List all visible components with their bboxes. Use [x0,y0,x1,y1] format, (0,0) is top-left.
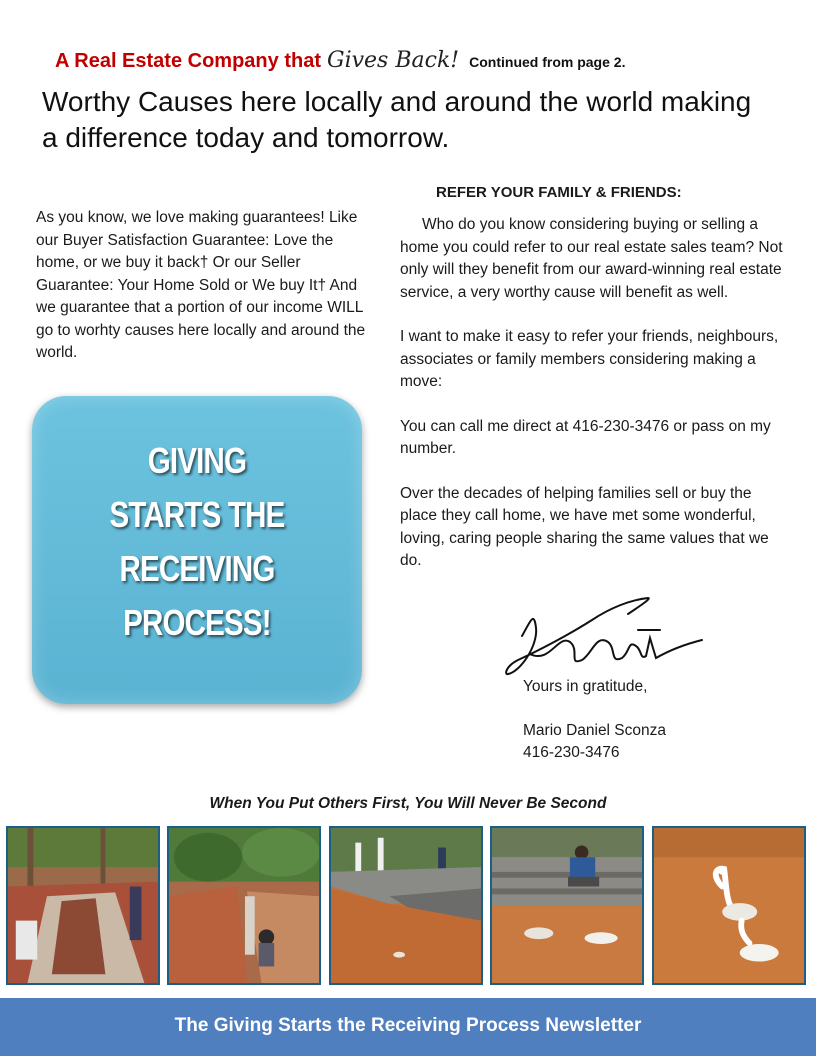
signer-phone: 416-230-3476 [523,744,620,761]
refer-title: REFER YOUR FAMILY & FRIENDS: [436,184,682,201]
motto: When You Put Others First, You Will Never Be Second [209,795,607,812]
banner-line: PROCESS! [123,602,271,643]
photo-trench-digging [6,826,160,985]
giving-banner [32,396,362,704]
footer-bar [0,998,816,1056]
tagline [55,48,625,73]
closing-line: Yours in gratitude, [523,678,648,695]
page-headline: Worthy Causes here locally and around the world making a difference today and tomorrow. [42,86,752,153]
tagline-prefix: A Real Estate Company that [55,50,321,72]
photo-geese-swimming [652,826,806,985]
refer-paragraph: Who do you know considering buying or selling a home you could refer to our real estate sales team? Not only will they benefit from our award-winning real estate service, a very worthy cause will benefit as well. [400,216,783,301]
banner-line: STARTS THE [109,494,285,535]
signer-name: Mario Daniel Sconza [523,722,667,739]
refer-paragraph: You can call me direct at 416-230-3476 or pass on my number. [400,417,771,457]
tagline-script: Gives Back! [327,48,460,73]
photo-pond-with-geese [490,826,644,985]
signer-block [523,720,666,764]
refer-body [400,214,792,595]
banner-line: RECEIVING [119,548,275,589]
guarantees-paragraph: As you know, we love making guarantees! Like our Buyer Satisfaction Guarantee: Love the home, or we buy it back† Or our Seller Guarantee: Your Home Sold or We buy It† And we guarantee that a portion of our income WILL go to worhty causes here locally and around the world. [36,209,366,361]
refer-paragraph: Over the decades of helping families sell or buy the place they call home, we have met some wonderful, loving, caring people sharing the same values that we do. [400,484,769,569]
photo-filled-pond [329,826,483,985]
banner-line: GIVING [147,440,247,481]
photo-worker-in-trench [167,826,321,985]
signature-image [500,594,705,680]
continued-note: Continued from page 2. [469,54,626,70]
footer-title: The Giving Starts the Receiving Process Newsletter [174,1015,642,1036]
refer-paragraph: I want to make it easy to refer your friends, neighbours, associates or family members considering making a move: [400,328,779,390]
